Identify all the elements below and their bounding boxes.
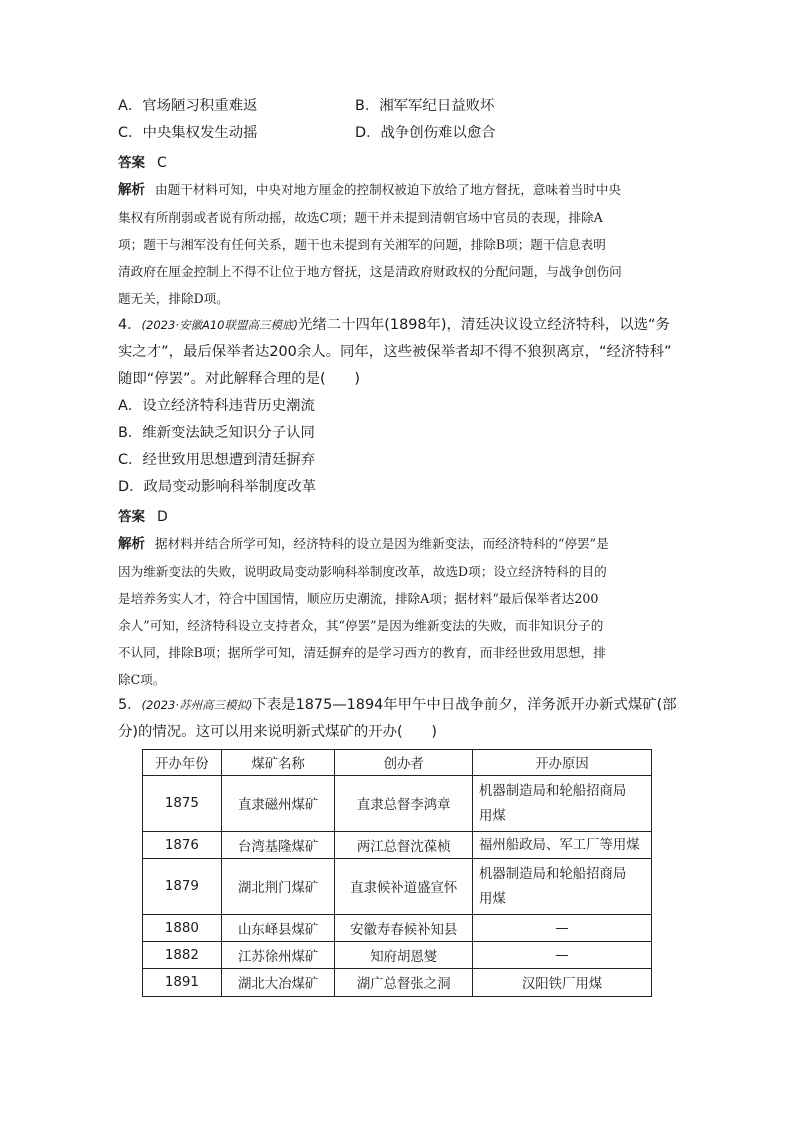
table-cell: 知府胡恩燮 — [335, 942, 473, 969]
q4-option-b: B．维新变法缺乏知识分子认同 — [118, 425, 315, 441]
explanation-line: 题无关，排除D项。 — [118, 291, 229, 306]
answer-value: C — [157, 155, 167, 171]
explanation-line: 由题干材料可知，中央对地方厘金的控制权被迫下放给了地方督抚，意味着当时中央 — [155, 182, 621, 197]
table-cell: 1879 — [143, 859, 222, 915]
table-cell: 1876 — [143, 832, 222, 859]
question-source: (2023·苏州高三模拟) — [141, 698, 253, 712]
table-header-row — [143, 750, 652, 776]
table-row — [143, 915, 652, 942]
question-source: (2023·安徽A10联盟高三模底) — [141, 318, 298, 332]
table-row — [143, 832, 652, 859]
table-cell: 1891 — [143, 969, 222, 997]
table-row — [143, 942, 652, 969]
q5-stem-line-1 — [118, 695, 677, 715]
answer-value: D — [157, 509, 168, 525]
table-cell: 两江总督沈葆桢 — [335, 832, 473, 859]
explanation-line: 集权有所削弱或者说有所动摇，故选C项；题干并未提到清朝官场中官员的表现，排除A — [118, 210, 603, 225]
q4-answer — [118, 505, 168, 525]
q3-option-b: B．湘军军纪日益败坏 — [355, 98, 495, 114]
explanation-line: 不认同，排除B项；据所学可知，清廷摒弃的是学习西方的教育，而非经世致用思想，排 — [118, 645, 606, 660]
q4-stem-line-2: 实之才”，最后保举者达200余人。同年，这些被保举者却不得不狼狈离京，“经济特科” — [118, 344, 672, 360]
answer-label: 答案 — [118, 509, 145, 525]
table-header-cell: 开办年份 — [143, 750, 222, 776]
q3-option-c: C．中央集权发生动摇 — [118, 125, 258, 141]
explanation-line: 因为维新变法的失败，说明政局变动影响科举制度改革，故选D项；设立经济特科的目的 — [118, 564, 607, 579]
q4-option-a: A．设立经济特科违背历史潮流 — [118, 398, 315, 414]
table-cell: 台湾基隆煤矿 — [221, 832, 335, 859]
table-cell: 湖北荆门煤矿 — [221, 859, 335, 915]
explanation-line: 项；题干与湘军没有任何关系，题干也未提到有关湘军的问题，排除B项；题干信息表明 — [118, 237, 606, 252]
table-cell: 1882 — [143, 942, 222, 969]
table-cell: 直隶总督李鸿章 — [335, 776, 473, 832]
answer-label: 答案 — [118, 155, 145, 171]
stem-text: 光绪二十四年(1898年)，清廷决议设立经济特科，以选“务 — [297, 317, 670, 333]
stem-text: 下表是1875—1894年甲午中日战争前夕，洋务派开办新式煤矿(部 — [252, 697, 677, 713]
q3-explanation — [118, 176, 674, 312]
explanation-line: 余人”可知，经济特科设立支持者众，其“停罢”是因为维新变法的失败，而非知识分子的 — [118, 618, 604, 633]
table-cell: 湖北大冶煤矿 — [221, 969, 335, 997]
q5-stem-line-2: 分)的情况。这可以用来说明新式煤矿的开办( ) — [118, 724, 438, 740]
q3-option-a: A．官场陋习积重难返 — [118, 98, 258, 114]
table-cell: 1880 — [143, 915, 222, 942]
table-cell: 直隶磁州煤矿 — [221, 776, 335, 832]
q3-option-d: D．战争创伤难以愈合 — [355, 125, 496, 141]
table-cell: 湖广总督张之洞 — [335, 969, 473, 997]
q4-option-c: C．经世致用思想遭到清廷摒弃 — [118, 452, 316, 468]
explanation-line: 清政府在厘金控制上不得不让位于地方督抚，这是清政府财政权的分配问题，与战争创伤问 — [118, 264, 622, 279]
explanation-line: 除C项。 — [118, 672, 166, 687]
question-number: 4． — [118, 317, 142, 333]
table-row — [143, 859, 652, 915]
coal-mines-table — [142, 749, 652, 997]
q4-stem-line-1 — [118, 315, 670, 335]
table-row — [143, 776, 652, 832]
table-cell: 直隶候补道盛宣怀 — [335, 859, 473, 915]
table-cell: 福州船政局、军工厂等用煤 — [473, 832, 652, 859]
explanation-line: 据材料并结合所学可知，经济特科的设立是因为维新变法，而经济特科的“停罢”是 — [155, 536, 609, 551]
table-cell: 江苏徐州煤矿 — [221, 942, 335, 969]
question-number: 5． — [118, 697, 142, 713]
table-cell: 山东峄县煤矿 — [221, 915, 335, 942]
explanation-label: 解析 — [118, 182, 145, 198]
table-cell: 机器制造局和轮船招商局 用煤 — [473, 776, 652, 832]
table-cell: — — [473, 915, 652, 942]
table-cell: 1875 — [143, 776, 222, 832]
table-header-cell: 开办原因 — [473, 750, 652, 776]
explanation-label: 解析 — [118, 536, 145, 552]
table-cell: — — [473, 942, 652, 969]
q4-stem-line-3: 随即“停罢”。对此解释合理的是( ) — [118, 371, 360, 387]
q4-explanation — [118, 530, 674, 693]
q3-answer — [118, 151, 167, 171]
table-row — [143, 969, 652, 997]
table-cell: 安徽寿春候补知县 — [335, 915, 473, 942]
table-header-cell: 创办者 — [335, 750, 473, 776]
table-cell: 汉阳铁厂用煤 — [473, 969, 652, 997]
table-cell: 机器制造局和轮船招商局 用煤 — [473, 859, 652, 915]
table-header-cell: 煤矿名称 — [221, 750, 335, 776]
explanation-line: 是培养务实人才，符合中国国情，顺应历史潮流，排除A项；据材料“最后保举者达200 — [118, 591, 599, 606]
q4-option-d: D．政局变动影响科举制度改革 — [118, 479, 317, 495]
